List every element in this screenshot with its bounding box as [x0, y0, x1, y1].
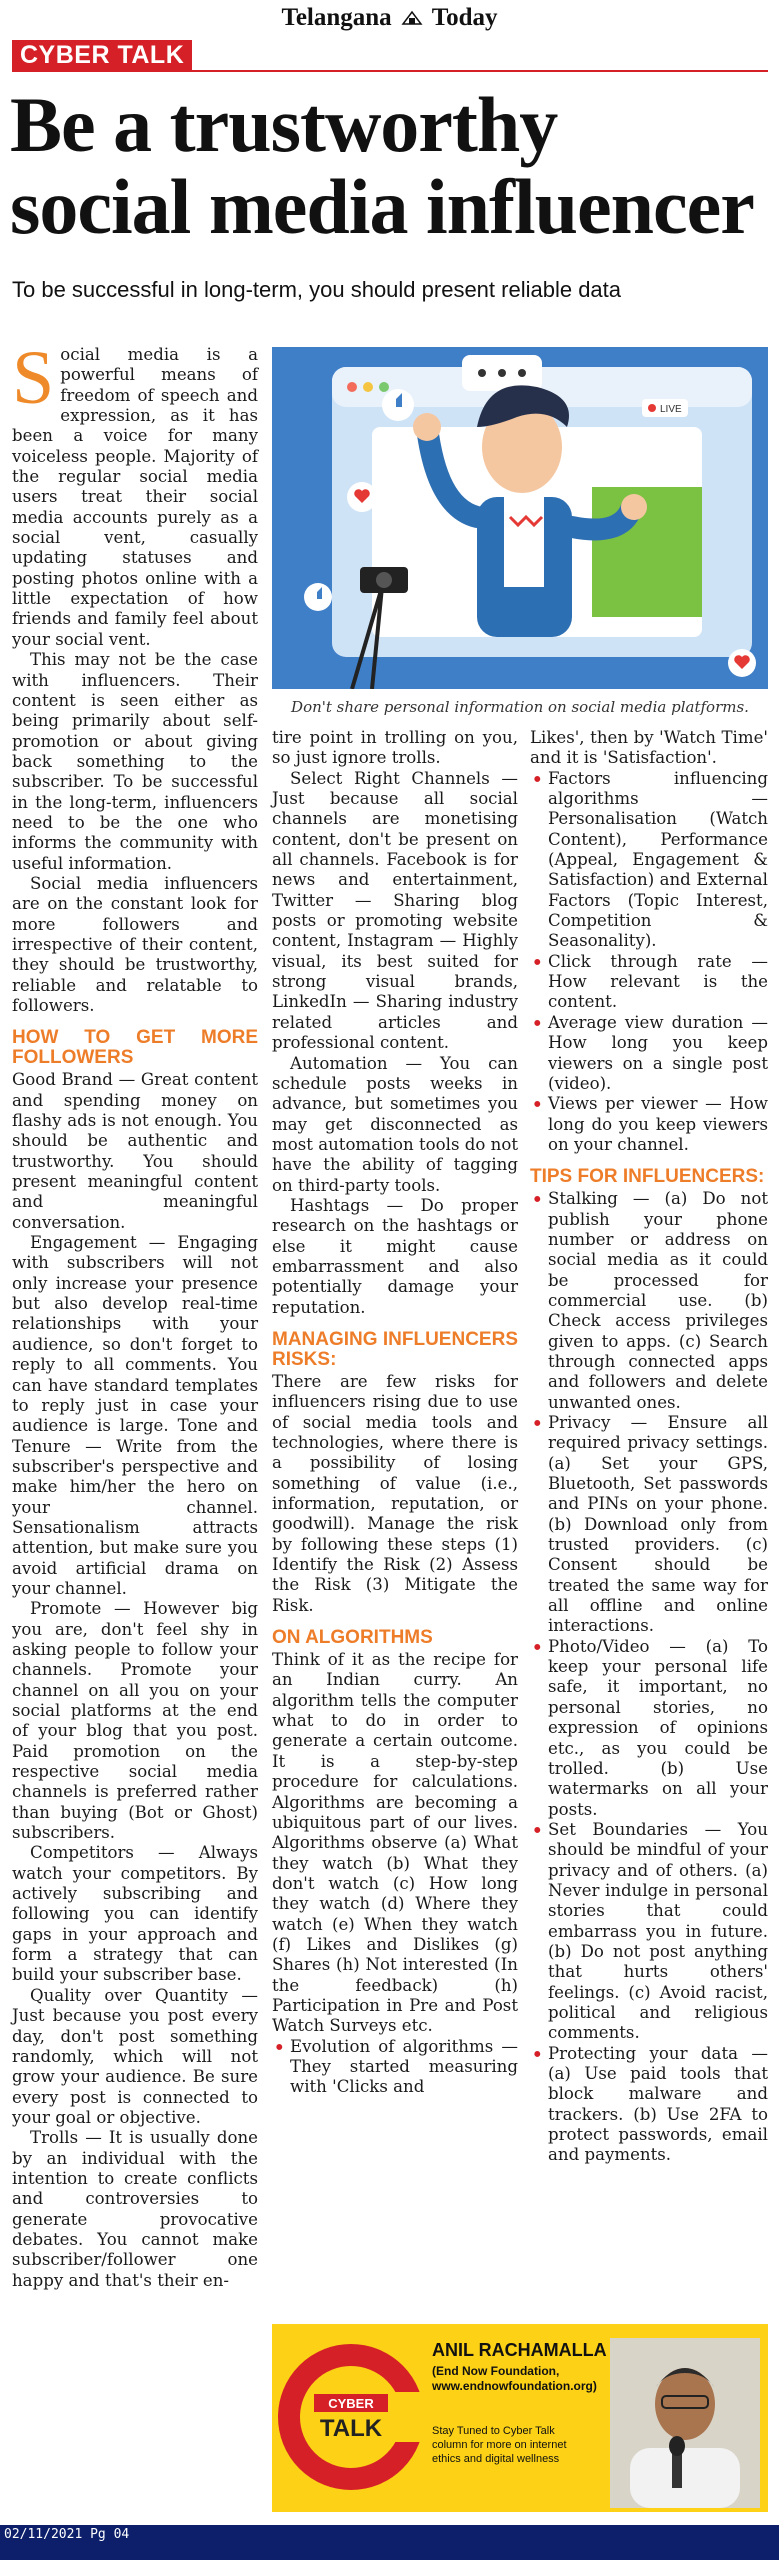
columnist-box — [272, 2324, 768, 2512]
author-organization: (End Now Foundation, www.endnowfoundation.org) — [432, 2364, 597, 2393]
author-name: ANIL RACHAMALLA — [432, 2340, 607, 2360]
article-column-2 — [272, 728, 518, 2098]
newspaper-masthead — [0, 0, 779, 36]
paragraph: Promote — However big you are, don't feel shy in asking people to follow your channels. Promote your channel on all you on your social platforms at the end of your blog that you post. Paid promotion on the respective social media channels is preferred rather than buying (Bot or Ghost) subscribers. — [12, 1599, 258, 1843]
paragraph: Select Right Channels — Just because all social channels are monetising content, don't be present on all channels. Facebook is for news and entertainment, Twitter — Sharing blog posts or promoting website content, Instagram — Highly visual, its best suited for strong visual brands, LinkedIn — Sharing industry related articles and professional content. — [272, 768, 518, 1053]
masthead-right: Today — [431, 4, 498, 31]
intro-paragraph: Social media is a powerful means of freedom of speech and expression, as it has been a voice for many voiceless people. Majority of the regular social media users treat their social media accounts purely as a social vent, casually updating statuses and posting photos online with a little expectation of how friends and family feel about your social vent. — [12, 336, 258, 649]
tips-list — [530, 1189, 768, 2166]
headline-line-1: Be a trustworthy — [10, 81, 558, 168]
headline-line-2: social media influencer — [10, 163, 754, 250]
algorithms-list — [272, 2037, 518, 2098]
section-heading-algorithms: ON ALGORITHMS — [272, 1627, 433, 1649]
paragraph: Good Brand — Great content and spending money on flashy ads is not enough. You should be authentic and trustworthy. You should present meaningful content and meaningful conversation. — [12, 1070, 258, 1232]
masthead-left: Telangana — [281, 4, 392, 31]
headline — [10, 81, 770, 250]
section-heading-risks: MANAGING INFLUENCERS RISKS: — [272, 1328, 518, 1370]
paragraph: Likes', then by 'Watch Time' and it is 'Satisfaction'. — [530, 728, 768, 768]
masthead-emblem-icon — [401, 10, 423, 26]
list-item: • Click through rate — How relevant is the content. — [530, 952, 768, 1013]
list-item: • Factors influencing algorithms — Personalisation (Watch Content), Performance (Appeal, Engagement & Satisfaction) and External Factors (Topic Interest, Competition & Seasonality). — [530, 769, 768, 952]
column-description: Stay Tuned to Cyber Talk column for more on internet ethics and digital wellness — [432, 2425, 567, 2465]
section-heading-tips: TIPS FOR INFLUENCERS: — [530, 1166, 765, 1188]
paragraph: Engagement — Engaging with subscribers will not only increase your presence but also develop real-time relationships with your audience, so don't forget to reply to all comments. You can have standard templates to reply just in case your audience is large. Tone and Tenure — Write from the subscriber's perspective and make him/her the hero on your channel. Sensationalism attracts attention, but make sure you avoid artificial drama on your channel. — [12, 1233, 258, 1598]
subheadline: To be successful in long-term, you should present reliable data — [12, 277, 622, 302]
live-badge: LIVE — [660, 404, 682, 415]
page-footer: 02/11/2021 Pg 04 — [0, 2525, 779, 2560]
algorithm-factors-list — [530, 769, 768, 1156]
paragraph: There are few risks for influencers rising due to use of social media tools and technologies, where there is a possibility of losing something of value (i.e., information, reputation, or goodwill). Manage the risk by following these steps (1) Identify the Risk (2) Assess the Risk (3) Mitigate the Risk. — [272, 1371, 518, 1615]
drop-cap: S — [12, 336, 55, 420]
list-item: • Stalking — (a) Do not publish your phone number or address on social media as it could be processed for commercial use. (b) Check access privileges given to apps. (c) Search through connected apps and followers and delete unwanted ones. — [530, 1189, 768, 1413]
list-item: • Privacy — Ensure all required privacy settings. (a) Set your GPS, Bluetooth, Set passwords and PINs on your phone. (b) Download only from trusted providers. (c) Consent should be treated the same way for all offline and online interactions. — [530, 1413, 768, 1637]
paragraph: Hashtags — Do proper research on the hashtags or else it might cause embarrassment and also potentially damage your reputation. — [272, 1195, 518, 1317]
paragraph: Social media influencers are on the constant look for more followers and irrespective of their content, they should be trustworthy, reliable and relatable to followers. — [12, 873, 258, 1015]
cyber-talk-logo — [276, 2332, 426, 2502]
list-item: • Protecting your data — (a) Use paid tools that block malware and trackers. (b) Use 2FA to protect passwords, email and payments. — [530, 2044, 768, 2166]
paragraph: Think of it as the recipe for an Indian curry. An algorithm tells the computer what to do in order to generate a certain outcome. It is a step-by-step procedure for calculations. Algorithms are becoming a ubiquitous part of our lives. Algorithms observe (a) What they watch (b) What they don't watch (c) How long they watch (d) Where they watch (e) When they watch (f) Likes and Dislikes (g) Shares (h) Not interested (In the feedback) (h) Participation in Pre and Post Watch Surveys etc. — [272, 1650, 518, 2036]
article-column-1 — [12, 336, 258, 2291]
logo-text-cyber: CYBER — [328, 2396, 374, 2411]
list-item: • Average view duration — How long you keep viewers on a single post (video). — [530, 1013, 768, 1094]
list-item: • Views per viewer — How long do you keep viewers on your channel. — [530, 1094, 768, 1155]
paragraph: tire point in trolling on you, so just ignore trolls. — [272, 728, 518, 768]
influencer-illustration — [272, 347, 768, 689]
list-item: • Evolution of algorithms — They started measuring with 'Clicks and — [272, 2037, 518, 2098]
article-illustration — [272, 347, 768, 689]
section-badge: CYBER TALK — [12, 40, 192, 70]
article-column-3 — [530, 728, 768, 2166]
paragraph: Competitors — Always watch your competitors. By actively subscribing and following you can identify gaps in your approach and form a strategy that can build your subscriber base. — [12, 1843, 258, 1985]
list-item: • Photo/Video — (a) To keep your personal life safe, it important, no personal stories, no expression of opinions etc., as you could be trolled. (b) Use watermarks on all your posts. — [530, 1637, 768, 1820]
logo-text-talk: TALK — [319, 2415, 383, 2442]
section-heading-followers: HOW TO GET MORE FOLLOWERS — [12, 1027, 258, 1069]
paragraph: Quality over Quantity — Just because you post every day, don't post something randomly, which will not grow your audience. Be sure every post is connected to your goal or objective. — [12, 1985, 258, 2127]
author-photo — [610, 2338, 760, 2508]
section-rule — [12, 70, 768, 72]
list-item: • Set Boundaries — You should be mindful of your privacy and of others. (a) Never indulge in personal stories that could embarrass you in future. (b) Do not post anything that hurts others' feelings. (c) Avoid racist, political and religious comments. — [530, 1820, 768, 2044]
paragraph: Trolls — It is usually done by an individual with the intention to create conflicts and controversies to generate provocative debates. You cannot make subscriber/follower one happy and that's their en- — [12, 2128, 258, 2290]
paragraph: Automation — You can schedule posts weeks in advance, but sometimes you may get disconnected as most automation tools do not have the ability of tagging on third-party tools. — [272, 1053, 518, 1195]
paragraph: This may not be the case with influencers. Their content is seen either as being primarily about self-promotion or about giving back something to the subscriber. To be successful in the long-term, influencers need to be the one who informs the community with useful information. — [12, 650, 258, 873]
photo-caption: Don't share personal information on social media platforms. — [291, 698, 749, 716]
